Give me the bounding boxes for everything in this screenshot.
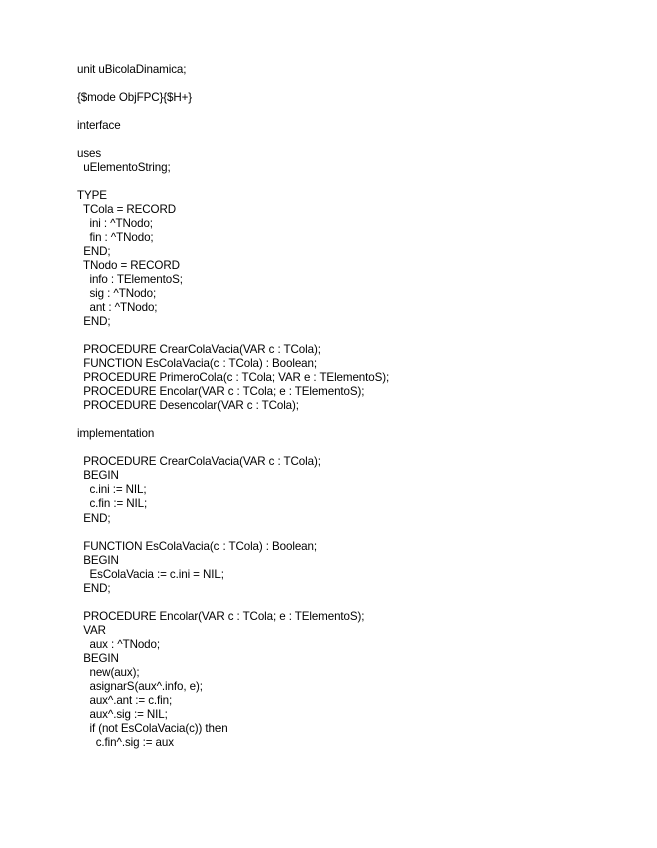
code-line: BEGIN xyxy=(77,553,119,567)
code-line: END; xyxy=(77,315,111,329)
code-line: fin : ^TNodo; xyxy=(77,231,154,245)
code-line: PROCEDURE Encolar(VAR c : TCola; e : TElementoS); xyxy=(77,385,365,399)
code-line: unit uBicolaDinamica; xyxy=(77,63,187,76)
code-line xyxy=(77,133,389,147)
code-line: new(aux); xyxy=(77,665,140,679)
code-line: TYPE xyxy=(77,189,107,203)
code-line: uElementoString; xyxy=(77,161,171,175)
code-line: c.fin^.sig := aux xyxy=(77,735,174,749)
code-line xyxy=(77,441,389,455)
code-line: aux^.ant := c.fin; xyxy=(77,693,173,707)
code-line xyxy=(77,329,389,343)
code-line: TCola = RECORD xyxy=(77,203,177,217)
code-line: {$mode ObjFPC}{$H+} xyxy=(77,91,193,105)
code-line xyxy=(77,526,389,540)
code-line: c.fin := NIL; xyxy=(77,497,148,511)
code-line: info : TElementoS; xyxy=(77,273,183,287)
code-line: if (not EsColaVacia(c)) then xyxy=(77,721,228,735)
code-line: aux : ^TNodo; xyxy=(77,637,161,651)
code-line xyxy=(77,175,389,189)
code-line: PROCEDURE CrearColaVacia(VAR c : TCola); xyxy=(77,343,321,357)
code-line: PROCEDURE Encolar(VAR c : TCola; e : TElementoS); xyxy=(77,609,365,623)
code-line: uses xyxy=(77,147,102,161)
code-line: PROCEDURE Desencolar(VAR c : TCola); xyxy=(77,399,299,413)
code-line: END; xyxy=(77,511,111,525)
code-line: ini : ^TNodo; xyxy=(77,217,153,231)
code-line: FUNCTION EsColaVacia(c : TCola) : Boolean; xyxy=(77,357,318,371)
code-line: END; xyxy=(77,245,111,259)
code-line: sig : ^TNodo; xyxy=(77,287,157,301)
code-line: PROCEDURE CrearColaVacia(VAR c : TCola); xyxy=(77,455,321,469)
code-line: END; xyxy=(77,581,111,595)
code-line: TNodo = RECORD xyxy=(77,259,180,273)
code-line: PROCEDURE PrimeroCola(c : TCola; VAR e : TElementoS); xyxy=(77,371,390,385)
code-line: EsColaVacia := c.ini = NIL; xyxy=(77,567,224,581)
code-line: aux^.sig := NIL; xyxy=(77,707,168,721)
code-line xyxy=(77,77,389,91)
code-line: FUNCTION EsColaVacia(c : TCola) : Boolean; xyxy=(77,539,318,553)
code-line: asignarS(aux^.info, e); xyxy=(77,679,203,693)
code-line xyxy=(77,105,389,119)
code-line: VAR xyxy=(77,623,106,637)
code-line: BEGIN xyxy=(77,651,119,665)
code-line xyxy=(77,413,389,427)
code-line xyxy=(77,596,389,610)
code-line: c.ini := NIL; xyxy=(77,483,147,497)
code-line: implementation xyxy=(77,427,155,441)
source-code-text xyxy=(77,63,389,750)
code-line: BEGIN xyxy=(77,469,119,483)
code-line: ant : ^TNodo; xyxy=(77,301,158,315)
code-line: interface xyxy=(77,119,121,133)
